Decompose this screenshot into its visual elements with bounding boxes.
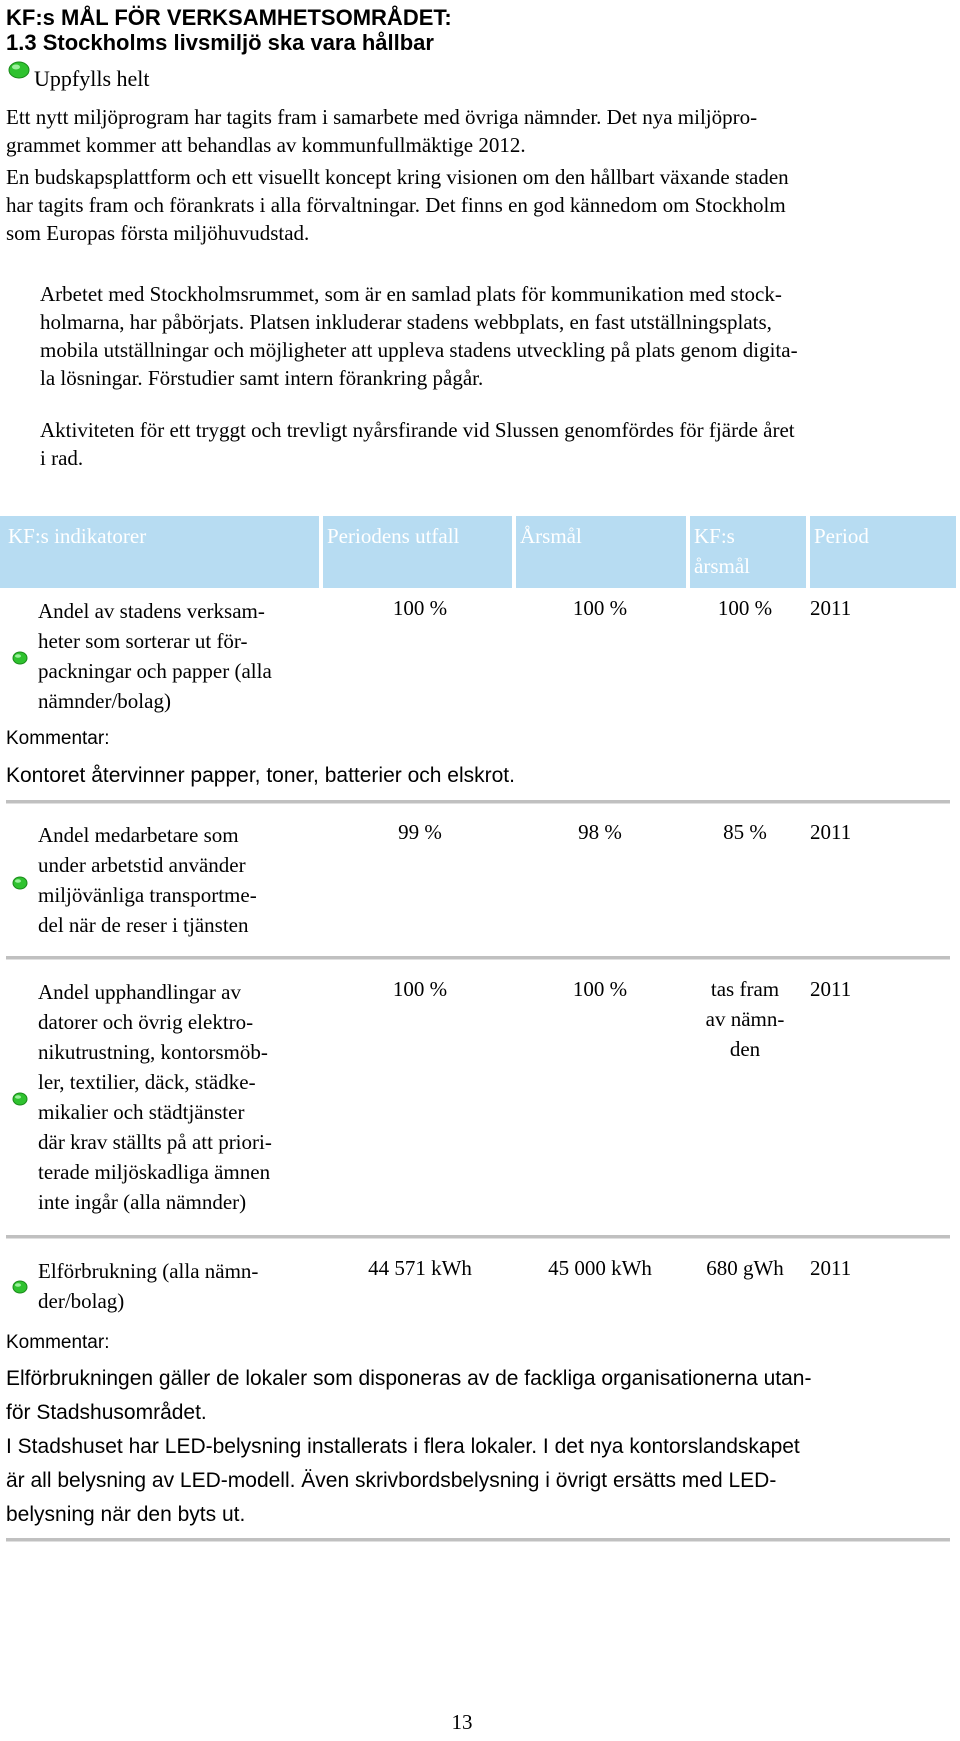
- row-divider: [6, 1538, 950, 1542]
- indicator-target: 45 000 kWh: [548, 1256, 652, 1280]
- row-divider: [6, 1235, 950, 1239]
- indicator-target: 100 %: [572, 596, 628, 620]
- indicator-name: Elförbrukning (alla nämn- der/bolag): [38, 1259, 259, 1313]
- comment-text: Elförbrukningen gäller de lokaler som disponeras av de fackliga organisationerna utan- för Stadshusområdet. I Stadshuset har LED-belysning installerats i flera lokaler. I det nya kontorslandskapet är all belysning av LED-modell. Även skrivbordsbelysning i övrigt ersätts med LED- belysning när den byts ut.: [6, 1367, 812, 1526]
- green-dot-icon: [12, 875, 28, 891]
- header-kf-annual-target: KF:s årsmål: [690, 516, 806, 588]
- green-dot-icon: [12, 1091, 28, 1107]
- green-dot-icon: [8, 60, 30, 82]
- indicator-name: Andel av stadens verksam- heter som sorterar ut för- packningar och papper (alla nämnder/bolag): [38, 599, 272, 713]
- indicator-kf-target: 85 %: [723, 820, 767, 844]
- indicator-name: Andel upphandlingar av datorer och övrig elektro- nikutrustning, kontorsmöb- ler, textilier, däck, städke- mikalier och städtjänster där krav ställts på att priori- terade miljöskadliga ämnen inte ingår (alla nämnder): [38, 980, 272, 1214]
- row-divider: [6, 956, 950, 960]
- indicator-target: 98 %: [578, 820, 622, 844]
- indicator-outcome: 99 %: [398, 820, 442, 844]
- paragraph: Aktiviteten för ett tryggt och trevligt nyårsfirande vid Slussen genomfördes för fjärde året i rad.: [40, 418, 795, 470]
- indicator-period: 2011: [810, 596, 852, 620]
- indicator-outcome: 100 %: [392, 977, 448, 1001]
- header-annual-target: Årsmål: [516, 516, 686, 588]
- paragraph: En budskapsplattform och ett visuellt koncept kring visionen om den hållbart växande staden har tagits fram och förankrats i alla förvaltningar. Det finns en god kännedom om Stockholm som Europas första miljöhuvudstad.: [6, 165, 789, 245]
- comment-label: Kommentar:: [6, 728, 110, 749]
- paragraph: Ett nytt miljöprogram har tagits fram i samarbete med övriga nämnder. Det nya miljöpro- grammet kommer att behandlas av kommunfullmäktige 2012.: [6, 105, 758, 157]
- indicator-kf-target: 680 gWh: [706, 1256, 784, 1280]
- green-dot-icon: [12, 1279, 28, 1295]
- page-number: 13: [451, 1710, 473, 1734]
- indicator-name: Andel medarbetare som under arbetstid använder miljövänliga transportme- del när de reser i tjänsten: [38, 823, 257, 937]
- indicator-outcome: 44 571 kWh: [368, 1256, 472, 1280]
- indicator-period: 2011: [810, 1256, 852, 1280]
- indicator-outcome: 100 %: [392, 596, 448, 620]
- comment-text: Kontoret återvinner papper, toner, batterier och elskrot.: [6, 764, 515, 787]
- header-period: Period: [810, 516, 956, 588]
- comment-label: Kommentar:: [6, 1332, 110, 1353]
- indicator-kf-target: 100 %: [717, 596, 773, 620]
- header-indicators: KF:s indikatorer: [0, 516, 319, 588]
- paragraph: Arbetet med Stockholmsrummet, som är en samlad plats för kommunikation med stock- holmarna, har påbörjats. Platsen inkluderar stadens webbplats, en fast utställningsplats, mobila utställningar och möjligheter att uppleva stadens utveckling på plats genom digita- la lösningar. Förstudier samt intern förankring pågår.: [40, 282, 798, 390]
- indicator-period: 2011: [810, 977, 852, 1001]
- green-dot-icon: [12, 650, 28, 666]
- goal-title: 1.3 Stockholms livsmiljö ska vara hållbar: [6, 30, 434, 55]
- indicator-table-header: [0, 516, 956, 588]
- indicator-target: 100 %: [572, 977, 628, 1001]
- row-divider: [6, 800, 950, 804]
- header-period-outcome: Periodens utfall: [323, 516, 512, 588]
- indicator-period: 2011: [810, 820, 852, 844]
- indicator-kf-target: tas fram av nämn- den: [705, 977, 785, 1061]
- goal-status-label: Uppfylls helt: [34, 66, 150, 91]
- goal-area-heading: KF:s MÅL FÖR VERKSAMHETSOMRÅDET:: [6, 5, 452, 30]
